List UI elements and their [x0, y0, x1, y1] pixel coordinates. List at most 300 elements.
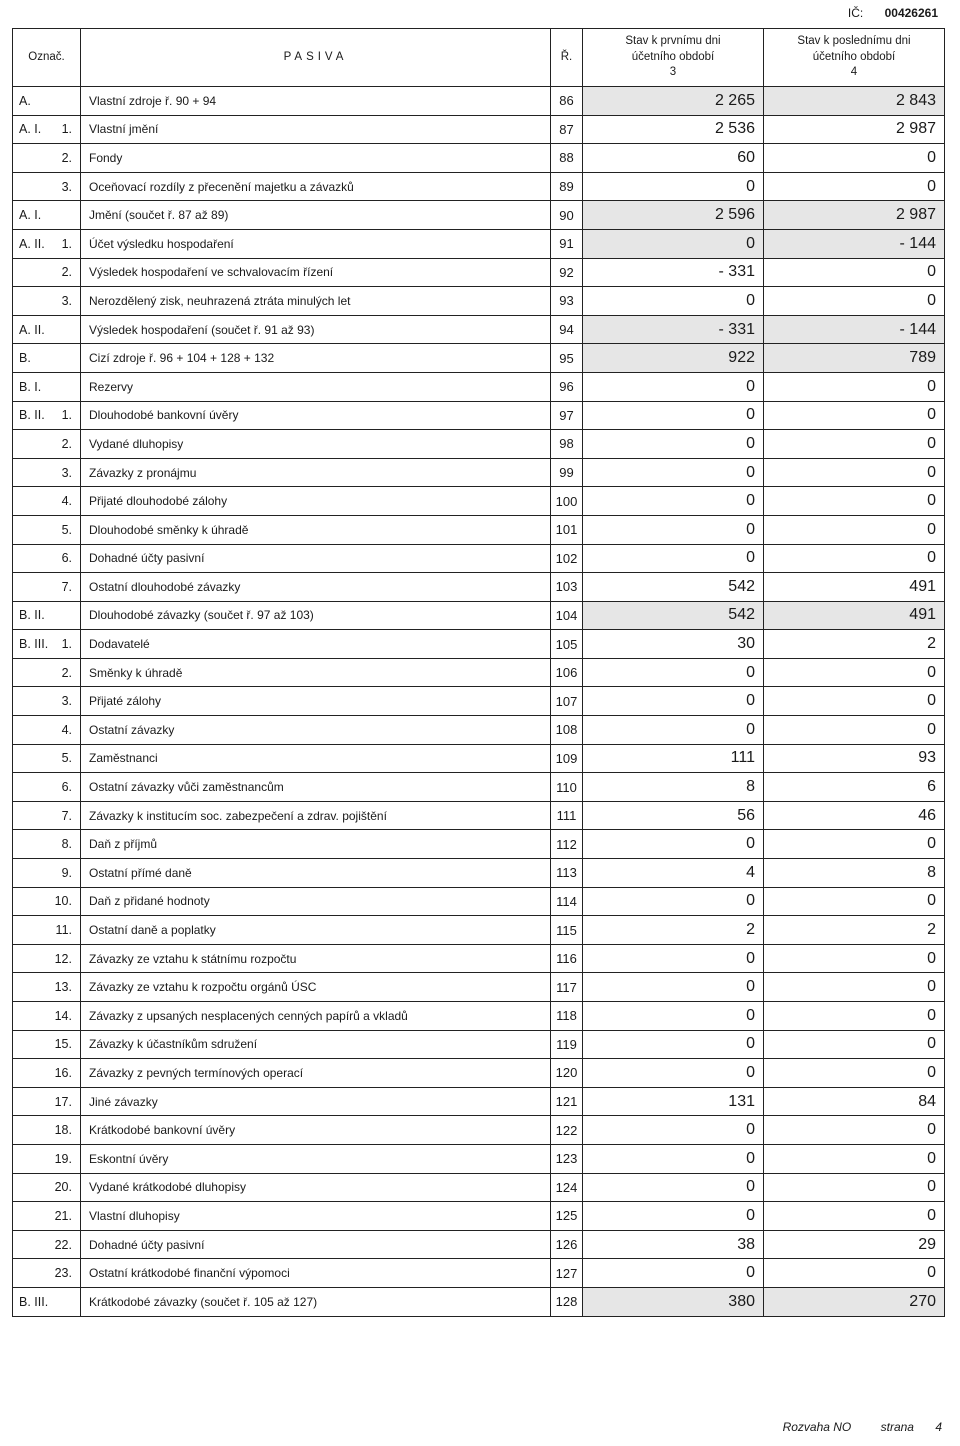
footer-doc-title: Rozvaha NO [782, 1420, 852, 1434]
table-row [13, 830, 945, 859]
value-first-day: 380 [583, 1287, 764, 1316]
row-mark-item: 19. [54, 1151, 72, 1166]
table-row [13, 1002, 945, 1031]
row-mark-section: B. II. [19, 408, 45, 423]
table-row [13, 601, 945, 630]
value-last-day: 2 [764, 630, 945, 659]
value-first-day: 0 [583, 687, 764, 716]
row-mark [13, 973, 81, 1002]
table-row [13, 1230, 945, 1259]
row-description: Vlastní zdroje ř. 90 + 94 [81, 87, 551, 116]
row-mark [13, 430, 81, 459]
value-first-day: 922 [583, 344, 764, 373]
value-last-day: 0 [764, 1002, 945, 1031]
row-description: Ostatní závazky [81, 716, 551, 745]
row-mark [13, 830, 81, 859]
value-first-day: 8 [583, 773, 764, 802]
row-mark [13, 172, 81, 201]
table-row [13, 916, 945, 945]
value-last-day: 491 [764, 573, 945, 602]
row-mark [13, 87, 81, 116]
header-col-4-line-1: Stav k poslednímu dni [797, 35, 911, 48]
value-last-day: 0 [764, 515, 945, 544]
pasiva-table [12, 28, 945, 1317]
row-description: Daň z příjmů [81, 830, 551, 859]
value-last-day: 0 [764, 144, 945, 173]
header-col-4-line-2: účetního období [812, 50, 896, 63]
row-description: Vlastní dluhopisy [81, 1202, 551, 1231]
row-mark-item: 14. [54, 1008, 72, 1023]
row-description: Nerozdělený zisk, neuhrazená ztráta minulých let [81, 287, 551, 316]
value-first-day: 0 [583, 1144, 764, 1173]
value-last-day: 0 [764, 716, 945, 745]
value-first-day: 542 [583, 601, 764, 630]
table-row [13, 658, 945, 687]
row-number: 106 [551, 658, 583, 687]
row-number: 93 [551, 287, 583, 316]
row-description: Cizí zdroje ř. 96 + 104 + 128 + 132 [81, 344, 551, 373]
value-first-day: - 331 [583, 258, 764, 287]
header-row-number: Ř. [551, 29, 583, 87]
row-mark-item: 13. [54, 980, 72, 995]
table-row [13, 458, 945, 487]
row-number: 100 [551, 487, 583, 516]
row-mark-section: B. III. [19, 1294, 49, 1309]
row-description: Ostatní daně a poplatky [81, 916, 551, 945]
row-description: Dlouhodobé směnky k úhradě [81, 515, 551, 544]
value-first-day: - 331 [583, 315, 764, 344]
row-number: 91 [551, 229, 583, 258]
table-row [13, 716, 945, 745]
row-mark-item: 9. [61, 865, 72, 880]
value-last-day: 0 [764, 658, 945, 687]
row-mark [13, 115, 81, 144]
row-mark [13, 716, 81, 745]
row-mark-item: 20. [54, 1180, 72, 1195]
row-number: 118 [551, 1002, 583, 1031]
row-description: Dlouhodobé bankovní úvěry [81, 401, 551, 430]
row-number: 122 [551, 1116, 583, 1145]
value-first-day: 0 [583, 458, 764, 487]
header-col-3-line-3: 3 [669, 66, 677, 79]
table-header-row [13, 29, 945, 87]
row-mark [13, 1173, 81, 1202]
row-mark-item: 2. [61, 436, 72, 451]
value-first-day: 111 [583, 744, 764, 773]
row-description: Ostatní přímé daně [81, 859, 551, 888]
header-col-4-line-3: 4 [850, 66, 858, 79]
value-last-day: 491 [764, 601, 945, 630]
header-col-3-line-2: účetního období [631, 50, 715, 63]
header-mark: Označ. [13, 29, 81, 87]
row-mark-section: B. II. [19, 608, 45, 623]
row-mark-item: 8. [61, 837, 72, 852]
row-number: 127 [551, 1259, 583, 1288]
row-mark-item: 10. [54, 894, 72, 909]
value-first-day: 56 [583, 801, 764, 830]
row-mark [13, 1002, 81, 1031]
ic-value: 00426261 [884, 6, 938, 20]
row-description: Ostatní krátkodobé finanční výpomoci [81, 1259, 551, 1288]
table-row [13, 859, 945, 888]
row-mark [13, 859, 81, 888]
table-row [13, 1030, 945, 1059]
value-first-day: 0 [583, 1030, 764, 1059]
value-first-day: 0 [583, 973, 764, 1002]
table-row [13, 1144, 945, 1173]
row-number: 104 [551, 601, 583, 630]
row-mark-item: 17. [54, 1094, 72, 1109]
value-last-day: 0 [764, 458, 945, 487]
table-row [13, 773, 945, 802]
value-last-day: 6 [764, 773, 945, 802]
row-mark-section: A. II. [19, 236, 45, 251]
row-number: 111 [551, 801, 583, 830]
row-mark-item: 6. [61, 780, 72, 795]
table-row [13, 201, 945, 230]
table-body [13, 87, 945, 1317]
row-mark-item: 1. [61, 122, 72, 137]
row-number: 94 [551, 315, 583, 344]
value-first-day: 0 [583, 1059, 764, 1088]
row-description: Závazky z pronájmu [81, 458, 551, 487]
row-mark-item: 2. [61, 665, 72, 680]
value-last-day: 0 [764, 287, 945, 316]
table-row [13, 973, 945, 1002]
row-mark [13, 458, 81, 487]
row-number: 108 [551, 716, 583, 745]
footer-page-label: strana [880, 1420, 914, 1434]
row-mark [13, 1116, 81, 1145]
row-description: Účet výsledku hospodaření [81, 229, 551, 258]
row-mark [13, 515, 81, 544]
value-last-day: 0 [764, 830, 945, 859]
value-first-day: 4 [583, 859, 764, 888]
row-mark-item: 22. [54, 1237, 72, 1252]
table-row [13, 1059, 945, 1088]
value-last-day: 0 [764, 1116, 945, 1145]
ic-label: IČ: [847, 6, 864, 20]
table-row [13, 1287, 945, 1316]
row-description: Zaměstnanci [81, 744, 551, 773]
row-mark-item: 11. [55, 923, 72, 938]
row-description: Oceňovací rozdíly z přecenění majetku a závazků [81, 172, 551, 201]
row-number: 128 [551, 1287, 583, 1316]
value-first-day: 38 [583, 1230, 764, 1259]
page-footer [783, 1420, 942, 1434]
value-first-day: 2 536 [583, 115, 764, 144]
table-row [13, 573, 945, 602]
header-col-3-line-1: Stav k prvnímu dni [625, 35, 721, 48]
value-last-day: 0 [764, 401, 945, 430]
row-description: Jiné závazky [81, 1087, 551, 1116]
row-description: Dodavatelé [81, 630, 551, 659]
table-row [13, 944, 945, 973]
header-col-3 [583, 29, 764, 87]
value-last-day: 0 [764, 172, 945, 201]
row-mark-item: 3. [61, 465, 72, 480]
row-description: Vydané dluhopisy [81, 430, 551, 459]
row-number: 99 [551, 458, 583, 487]
table-row [13, 744, 945, 773]
row-mark [13, 1144, 81, 1173]
row-number: 103 [551, 573, 583, 602]
row-number: 97 [551, 401, 583, 430]
row-number: 95 [551, 344, 583, 373]
value-last-day: 2 987 [764, 115, 945, 144]
row-mark-item: 18. [54, 1123, 72, 1138]
value-last-day: 0 [764, 372, 945, 401]
row-mark-section: A. II. [19, 322, 45, 337]
row-mark-item: 21. [54, 1208, 72, 1223]
value-first-day: 0 [583, 229, 764, 258]
row-mark-section: B. [19, 351, 31, 366]
row-mark-section: B. I. [19, 379, 42, 394]
row-mark-item: 2. [61, 265, 72, 280]
value-last-day: 0 [764, 1144, 945, 1173]
row-number: 110 [551, 773, 583, 802]
row-mark-item: 5. [61, 522, 72, 537]
table-row [13, 687, 945, 716]
row-mark-item: 12. [54, 951, 72, 966]
row-description: Krátkodobé závazky (součet ř. 105 až 127) [81, 1287, 551, 1316]
value-last-day: 0 [764, 1173, 945, 1202]
table-row [13, 229, 945, 258]
value-first-day: 542 [583, 573, 764, 602]
row-mark-item: 6. [61, 551, 72, 566]
row-mark-item: 23. [54, 1266, 72, 1281]
table-row [13, 315, 945, 344]
value-last-day: 0 [764, 1059, 945, 1088]
value-last-day: 789 [764, 344, 945, 373]
value-first-day: 0 [583, 401, 764, 430]
row-mark [13, 944, 81, 973]
value-first-day: 60 [583, 144, 764, 173]
value-first-day: 0 [583, 658, 764, 687]
row-mark [13, 1230, 81, 1259]
table-row [13, 630, 945, 659]
value-first-day: 0 [583, 172, 764, 201]
value-last-day: 93 [764, 744, 945, 773]
value-last-day: 0 [764, 487, 945, 516]
row-description: Závazky z pevných termínových operací [81, 1059, 551, 1088]
value-first-day: 0 [583, 944, 764, 973]
row-number: 124 [551, 1173, 583, 1202]
row-mark-item: 3. [61, 694, 72, 709]
row-description: Směnky k úhradě [81, 658, 551, 687]
row-description: Závazky z upsaných nesplacených cenných papírů a vkladů [81, 1002, 551, 1031]
row-mark [13, 601, 81, 630]
row-mark [13, 201, 81, 230]
row-mark [13, 1087, 81, 1116]
row-number: 92 [551, 258, 583, 287]
row-description: Eskontní úvěry [81, 1144, 551, 1173]
value-last-day: 46 [764, 801, 945, 830]
table-row [13, 144, 945, 173]
row-description: Závazky k účastníkům sdružení [81, 1030, 551, 1059]
row-mark [13, 258, 81, 287]
row-number: 102 [551, 544, 583, 573]
row-number: 112 [551, 830, 583, 859]
table-row [13, 544, 945, 573]
row-mark [13, 1202, 81, 1231]
row-mark-item: 7. [61, 579, 72, 594]
row-number: 116 [551, 944, 583, 973]
value-first-day: 0 [583, 544, 764, 573]
value-last-day: 0 [764, 687, 945, 716]
value-last-day: 0 [764, 1259, 945, 1288]
row-number: 109 [551, 744, 583, 773]
row-mark [13, 1030, 81, 1059]
row-description: Závazky ze vztahu k rozpočtu orgánů ÚSC [81, 973, 551, 1002]
row-number: 123 [551, 1144, 583, 1173]
value-first-day: 0 [583, 1173, 764, 1202]
row-mark [13, 744, 81, 773]
row-description: Závazky k institucím soc. zabezpečení a zdrav. pojištění [81, 801, 551, 830]
row-number: 98 [551, 430, 583, 459]
row-mark-section: B. III. [19, 637, 49, 652]
row-number: 89 [551, 172, 583, 201]
row-mark [13, 144, 81, 173]
row-mark [13, 1287, 81, 1316]
value-first-day: 0 [583, 287, 764, 316]
row-mark-section: A. [19, 93, 31, 108]
table-row [13, 115, 945, 144]
value-last-day: 2 843 [764, 87, 945, 116]
row-number: 90 [551, 201, 583, 230]
value-last-day: 8 [764, 859, 945, 888]
value-first-day: 0 [583, 887, 764, 916]
table-row [13, 1202, 945, 1231]
value-last-day: 0 [764, 258, 945, 287]
row-mark-item: 4. [61, 494, 72, 509]
row-mark [13, 687, 81, 716]
table-row [13, 258, 945, 287]
row-mark-item: 1. [61, 408, 72, 423]
row-number: 86 [551, 87, 583, 116]
row-description: Fondy [81, 144, 551, 173]
footer-page-number: 4 [935, 1420, 942, 1434]
row-number: 115 [551, 916, 583, 945]
row-number: 105 [551, 630, 583, 659]
value-first-day: 0 [583, 1259, 764, 1288]
row-mark [13, 229, 81, 258]
table-row [13, 801, 945, 830]
row-mark [13, 801, 81, 830]
row-mark [13, 630, 81, 659]
value-last-day: - 144 [764, 229, 945, 258]
row-description: Ostatní dlouhodobé závazky [81, 573, 551, 602]
table-row [13, 87, 945, 116]
row-description: Přijaté dlouhodobé zálohy [81, 487, 551, 516]
value-last-day: 0 [764, 1030, 945, 1059]
row-mark [13, 287, 81, 316]
row-description: Výsledek hospodaření ve schvalovacím řízení [81, 258, 551, 287]
row-number: 125 [551, 1202, 583, 1231]
row-mark [13, 573, 81, 602]
row-number: 113 [551, 859, 583, 888]
row-number: 88 [551, 144, 583, 173]
row-description: Dlouhodobé závazky (součet ř. 97 až 103) [81, 601, 551, 630]
row-description: Krátkodobé bankovní úvěry [81, 1116, 551, 1145]
row-mark-section: A. I. [19, 122, 42, 137]
ic-header [848, 6, 938, 20]
row-description: Přijaté zálohy [81, 687, 551, 716]
row-description: Závazky ze vztahu k státnímu rozpočtu [81, 944, 551, 973]
row-description: Rezervy [81, 372, 551, 401]
table-row [13, 887, 945, 916]
table-row [13, 401, 945, 430]
row-mark [13, 1259, 81, 1288]
row-mark [13, 658, 81, 687]
table-row [13, 372, 945, 401]
header-pasiva: PASIVA [81, 29, 551, 87]
row-description: Ostatní závazky vůči zaměstnancům [81, 773, 551, 802]
table-row [13, 430, 945, 459]
row-mark [13, 401, 81, 430]
row-number: 87 [551, 115, 583, 144]
value-first-day: 0 [583, 1116, 764, 1145]
value-first-day: 0 [583, 830, 764, 859]
row-mark-item: 4. [61, 722, 72, 737]
row-number: 117 [551, 973, 583, 1002]
value-last-day: 0 [764, 973, 945, 1002]
table-row [13, 1259, 945, 1288]
row-number: 96 [551, 372, 583, 401]
value-first-day: 30 [583, 630, 764, 659]
value-last-day: 84 [764, 1087, 945, 1116]
value-first-day: 0 [583, 372, 764, 401]
row-mark-item: 15. [54, 1037, 72, 1052]
table-row [13, 1173, 945, 1202]
value-first-day: 0 [583, 716, 764, 745]
table-row [13, 515, 945, 544]
row-number: 119 [551, 1030, 583, 1059]
row-mark-item: 3. [61, 179, 72, 194]
value-last-day: 29 [764, 1230, 945, 1259]
value-first-day: 0 [583, 430, 764, 459]
row-mark [13, 773, 81, 802]
value-first-day: 0 [583, 1202, 764, 1231]
value-last-day: 2 [764, 916, 945, 945]
row-mark [13, 372, 81, 401]
row-description: Vlastní jmění [81, 115, 551, 144]
row-number: 114 [551, 887, 583, 916]
row-mark-item: 2. [61, 150, 72, 165]
row-mark-item: 5. [61, 751, 72, 766]
value-last-day: 0 [764, 944, 945, 973]
row-mark [13, 916, 81, 945]
table-row [13, 172, 945, 201]
row-description: Dohadné účty pasivní [81, 1230, 551, 1259]
row-mark-item: 7. [61, 808, 72, 823]
value-last-day: 0 [764, 430, 945, 459]
table-row [13, 1087, 945, 1116]
value-last-day: 0 [764, 544, 945, 573]
value-first-day: 2 265 [583, 87, 764, 116]
value-first-day: 0 [583, 487, 764, 516]
row-description: Jmění (součet ř. 87 až 89) [81, 201, 551, 230]
table-row [13, 287, 945, 316]
row-mark [13, 1059, 81, 1088]
row-description: Daň z přidané hodnoty [81, 887, 551, 916]
value-last-day: 270 [764, 1287, 945, 1316]
value-first-day: 131 [583, 1087, 764, 1116]
row-mark [13, 487, 81, 516]
row-mark [13, 887, 81, 916]
row-number: 121 [551, 1087, 583, 1116]
row-mark [13, 344, 81, 373]
